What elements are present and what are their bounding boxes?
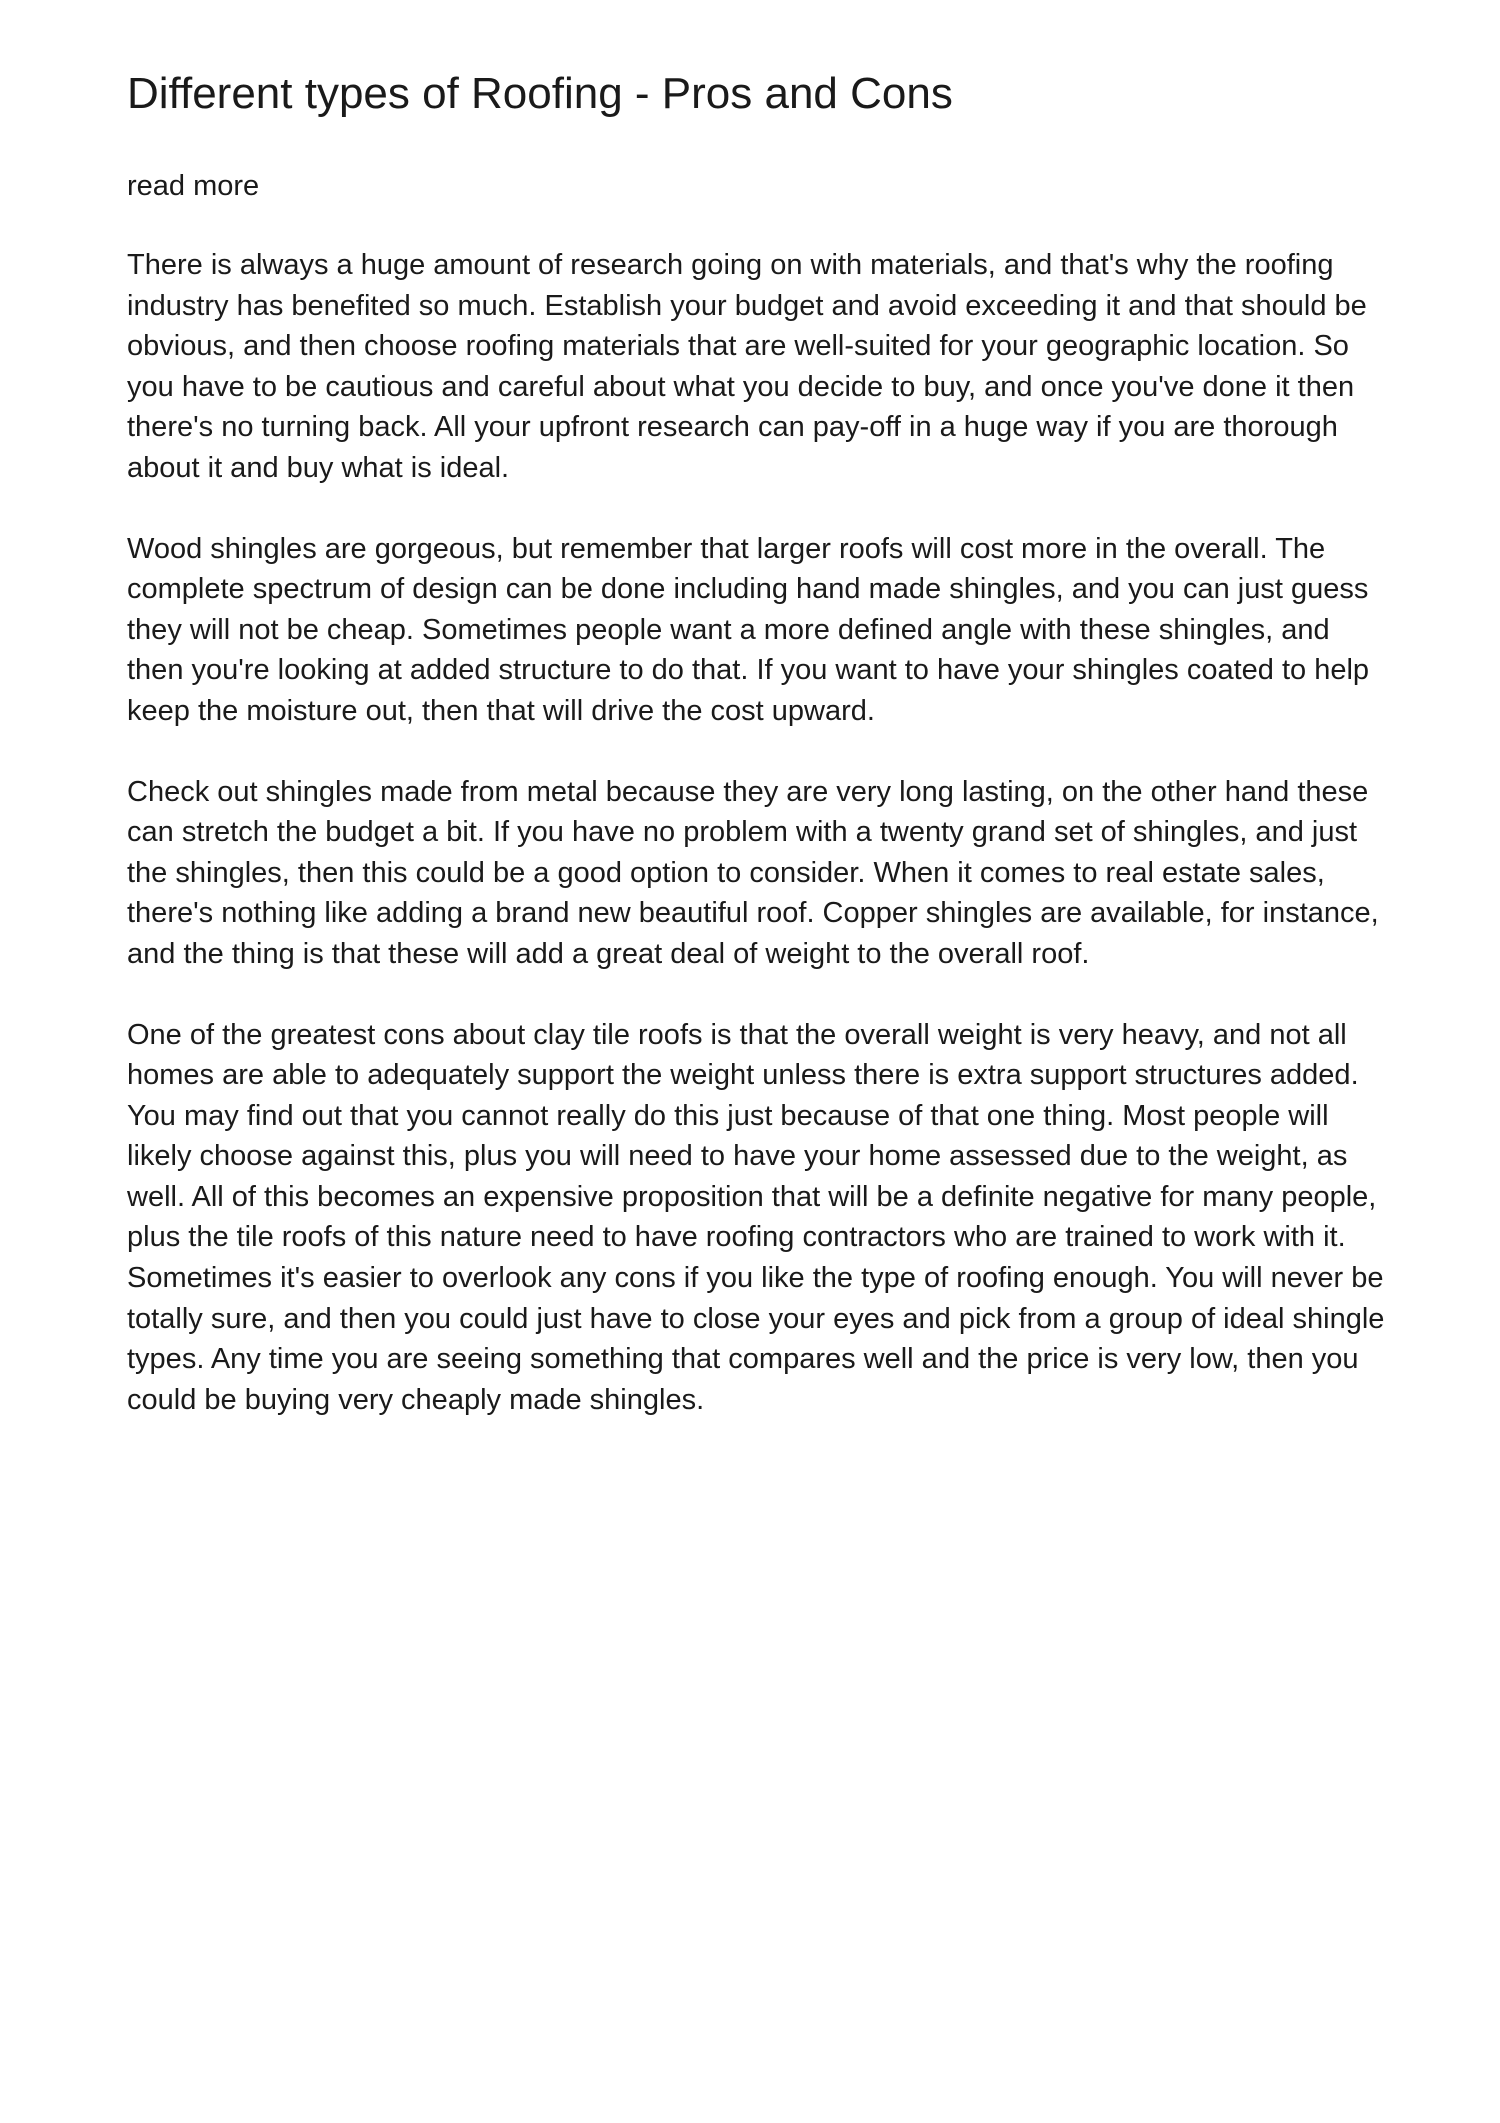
paragraph-wood-shingles: Wood shingles are gorgeous, but remember that larger roofs will cost more in the overall. The complete spectrum of design can be done including hand made shingles, and you can just guess they will not be cheap. Sometimes people want a more defined angle with these shingles, and then you're looking at added structure to do that. If you want to have your shingles coated to help keep the moisture out, then that will drive the cost upward. [127,532,1370,727]
paragraph-clay-tile: One of the greatest cons about clay tile roofs is that the overall weight is very heavy, and not all homes are able to adequately support the weight unless there is extra support structures added. You may find out that you cannot really do this just because of that one thing. Most people will likely choose against this, plus you will need to have your home assessed due to the weight, as well. All of this becomes an expensive proposition that will be a definite negative for many people, plus the tile roofs of this nature need to have roofing contractors who are trained to work with it. Sometimes it's easier to overlook any cons if you like the type of roofing enough. You will never be totally sure, and then you could just have to close your eyes and pick from a group of ideal shingle types. Any time you are seeing something that compares well and the price is very low, then you could be buying very cheaply made shingles. [127,1018,1385,1416]
paragraph-metal-shingles: Check out shingles made from metal because they are very long lasting, on the other hand these can stretch the budget a bit. If you have no problem with a twenty grand set of shingles, and just the shingles, then this could be a good option to consider. When it comes to real estate sales, there's nothing like adding a brand new beautiful roof. Copper shingles are available, for instance, and the thing is that these will add a great deal of weight to the overall roof. [127,775,1379,970]
article-body [127,245,1387,1460]
paragraph-research: There is always a huge amount of research going on with materials, and that's why the roofing industry has benefited so much. Establish your budget and avoid exceeding it and that should be obvious, and then choose roofing materials that are well-suited for your geographic location. So you have to be cautious and careful about what you decide to buy, and once you've done it then there's no turning back. All your upfront research can pay-off in a huge way if you are thorough about it and buy what is ideal. [127,249,1367,484]
read-more-link[interactable]: read more [127,170,260,202]
page-title: Different types of Roofing - Pros and Cons [127,69,953,118]
